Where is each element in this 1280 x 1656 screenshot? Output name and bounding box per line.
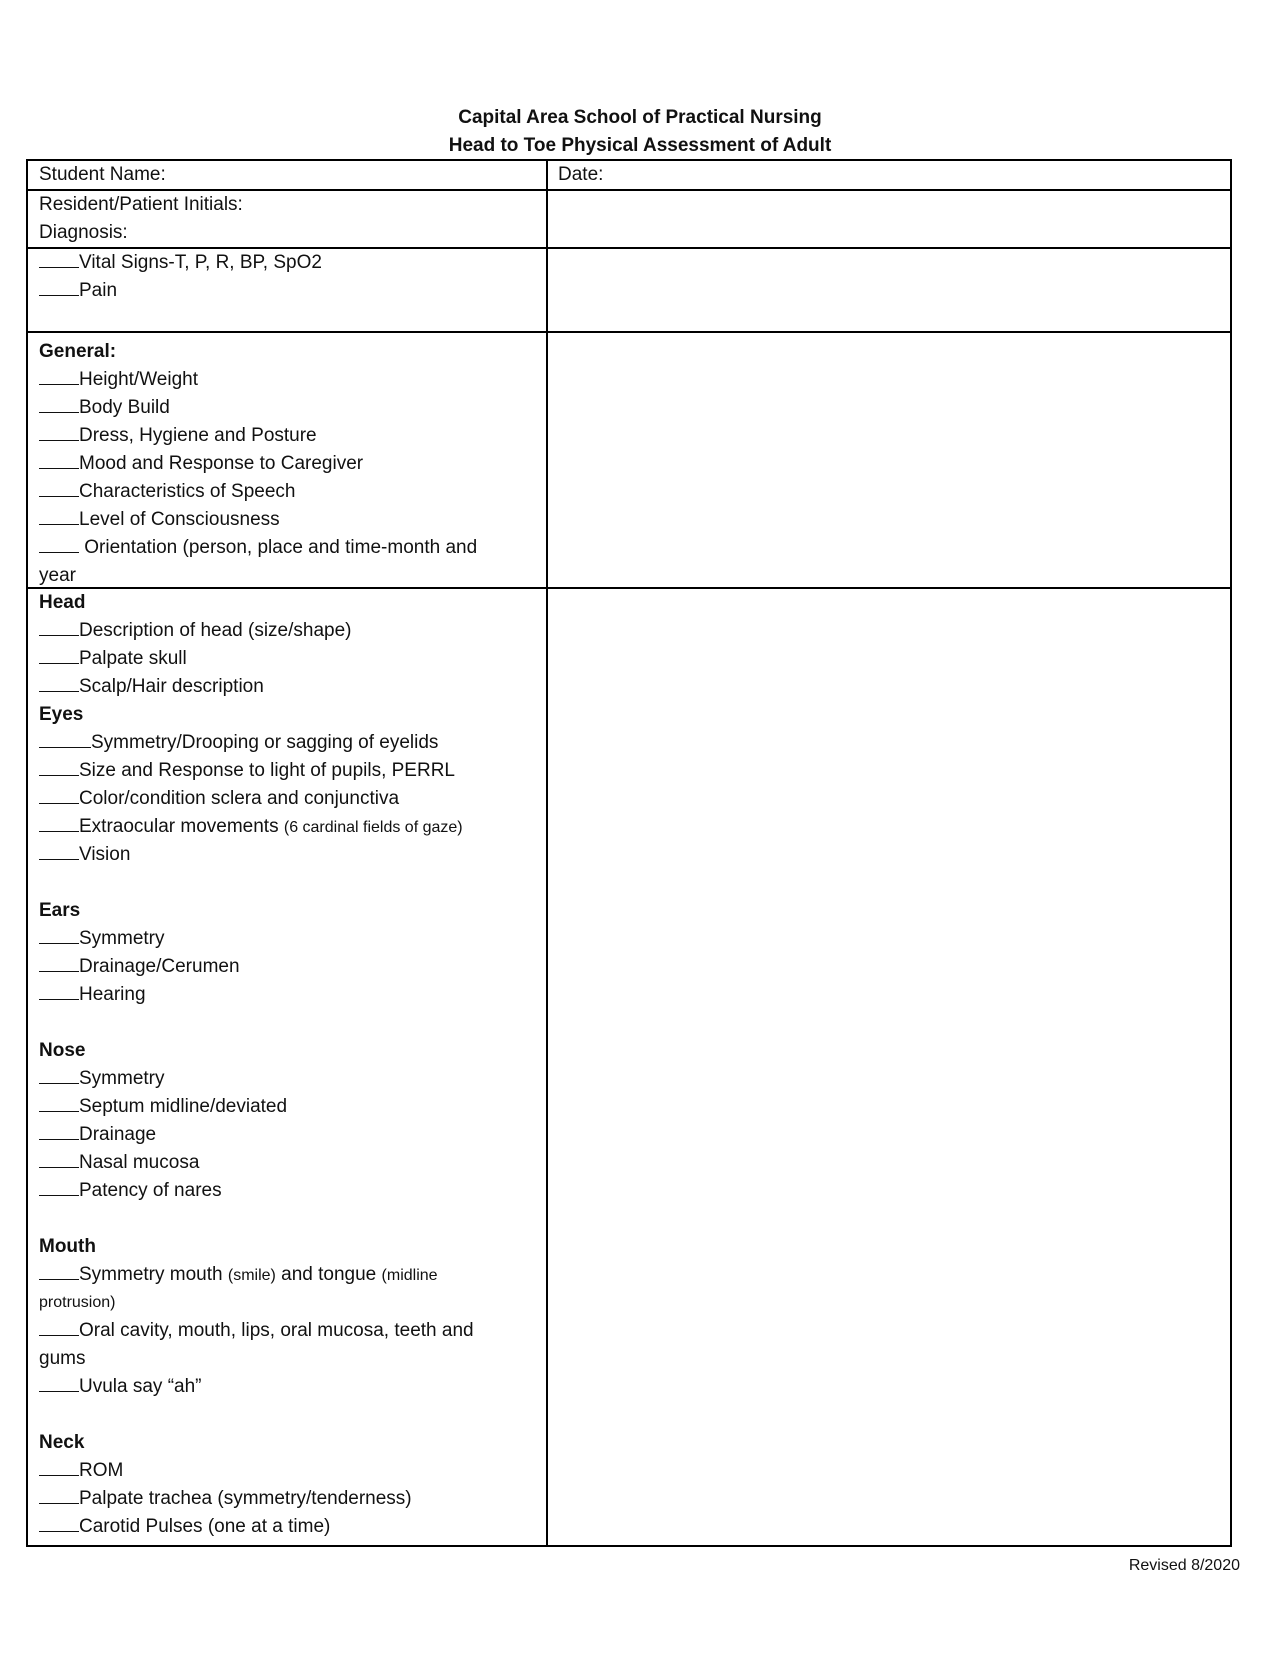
column-divider — [546, 161, 548, 1545]
check-blank[interactable] — [39, 394, 79, 413]
general-heading: General: — [39, 341, 117, 362]
eyes-heading: Eyes — [39, 704, 84, 725]
diagnosis-label: Diagnosis: — [39, 222, 128, 243]
check-blank[interactable] — [39, 925, 79, 944]
checklist-item: Size and Response to light of pupils, PERRL — [39, 757, 539, 785]
check-blank[interactable] — [39, 1065, 79, 1084]
check-blank[interactable] — [39, 1457, 79, 1476]
check-blank[interactable] — [39, 841, 79, 860]
checklist-item: Hearing — [39, 981, 539, 1009]
check-blank[interactable] — [39, 1121, 79, 1140]
date-label: Date: — [558, 164, 604, 185]
student-name-label: Student Name: — [39, 164, 166, 185]
check-blank[interactable] — [39, 366, 79, 385]
checklist-item-continued: protrusion) — [39, 1294, 116, 1311]
checklist-item: Palpate skull — [39, 645, 539, 673]
check-blank[interactable] — [39, 981, 79, 1000]
check-blank[interactable] — [39, 1149, 79, 1168]
checklist-item-continued: year — [39, 565, 76, 586]
checklist-item: Symmetry/Drooping or sagging of eyelids — [39, 729, 539, 757]
check-blank[interactable] — [39, 617, 79, 636]
check-blank[interactable] — [39, 729, 91, 748]
checklist-item: Color/condition sclera and conjunctiva — [39, 785, 539, 813]
checklist-item: Carotid Pulses (one at a time) — [39, 1513, 539, 1541]
assessment-table — [26, 159, 1232, 1547]
check-blank[interactable] — [39, 673, 79, 692]
checklist-item: Symmetry — [39, 1065, 539, 1093]
checklist-item: Palpate trachea (symmetry/tenderness) — [39, 1485, 539, 1513]
check-blank[interactable] — [39, 534, 79, 553]
check-blank[interactable] — [39, 953, 79, 972]
checklist-item: Drainage/Cerumen — [39, 953, 539, 981]
checklist-item: ROM — [39, 1457, 539, 1485]
checklist-item: Septum midline/deviated — [39, 1093, 539, 1121]
check-blank[interactable] — [39, 1317, 79, 1336]
form-title: Head to Toe Physical Assessment of Adult — [448, 135, 832, 156]
checklist-item: Drainage — [39, 1121, 539, 1149]
check-blank[interactable] — [39, 478, 79, 497]
mouth-heading: Mouth — [39, 1236, 96, 1257]
checklist-item: Orientation (person, place and time-month and — [39, 534, 539, 562]
checklist-item: Scalp/Hair description — [39, 673, 539, 701]
checklist-item-continued: gums — [39, 1348, 86, 1369]
checklist-item: Height/Weight — [39, 366, 539, 394]
checklist-item: Characteristics of Speech — [39, 478, 539, 506]
check-blank[interactable] — [39, 813, 79, 832]
check-blank[interactable] — [39, 1513, 79, 1532]
checklist-item: Mood and Response to Caregiver — [39, 450, 539, 478]
ears-heading: Ears — [39, 900, 81, 921]
checklist-item: Body Build — [39, 394, 539, 422]
check-blank[interactable] — [39, 277, 79, 296]
school-name: Capital Area School of Practical Nursing — [458, 107, 822, 128]
nose-heading: Nose — [39, 1040, 86, 1061]
checklist-item: Vital Signs-T, P, R, BP, SpO2 — [39, 249, 539, 277]
checklist-item: Description of head (size/shape) — [39, 617, 539, 645]
checklist-item: Dress, Hygiene and Posture — [39, 422, 539, 450]
checklist-item: Extraocular movements (6 cardinal fields of gaze) — [39, 813, 539, 841]
check-blank[interactable] — [39, 422, 79, 441]
form-title-block — [0, 104, 1280, 160]
neck-heading: Neck — [39, 1432, 85, 1453]
head-heading: Head — [39, 592, 86, 613]
checklist-item: Patency of nares — [39, 1177, 539, 1205]
checklist-item: Pain — [39, 277, 539, 305]
check-blank[interactable] — [39, 1485, 79, 1504]
check-blank[interactable] — [39, 645, 79, 664]
check-blank[interactable] — [39, 506, 79, 525]
checklist-item: Nasal mucosa — [39, 1149, 539, 1177]
initials-label: Resident/Patient Initials: — [39, 194, 243, 215]
check-blank[interactable] — [39, 450, 79, 469]
check-blank[interactable] — [39, 249, 79, 268]
check-blank[interactable] — [39, 1177, 79, 1196]
check-blank[interactable] — [39, 1093, 79, 1112]
revision-note: Revised 8/2020 — [1128, 1557, 1240, 1574]
row-head-neck — [28, 589, 1230, 1545]
row-student — [28, 161, 1230, 191]
checklist-item: Oral cavity, mouth, lips, oral mucosa, teeth and — [39, 1317, 539, 1345]
check-blank[interactable] — [39, 1373, 79, 1392]
check-blank[interactable] — [39, 785, 79, 804]
checklist-item: Symmetry mouth (smile) and tongue (midline — [39, 1261, 539, 1289]
row-patient — [28, 191, 1230, 249]
checklist-item: Symmetry — [39, 925, 539, 953]
row-vitals — [28, 249, 1230, 333]
check-blank[interactable] — [39, 1261, 79, 1280]
checklist-item: Level of Consciousness — [39, 506, 539, 534]
row-general — [28, 333, 1230, 589]
check-blank[interactable] — [39, 757, 79, 776]
checklist-item: Uvula say “ah” — [39, 1373, 539, 1401]
checklist-item: Vision — [39, 841, 539, 869]
